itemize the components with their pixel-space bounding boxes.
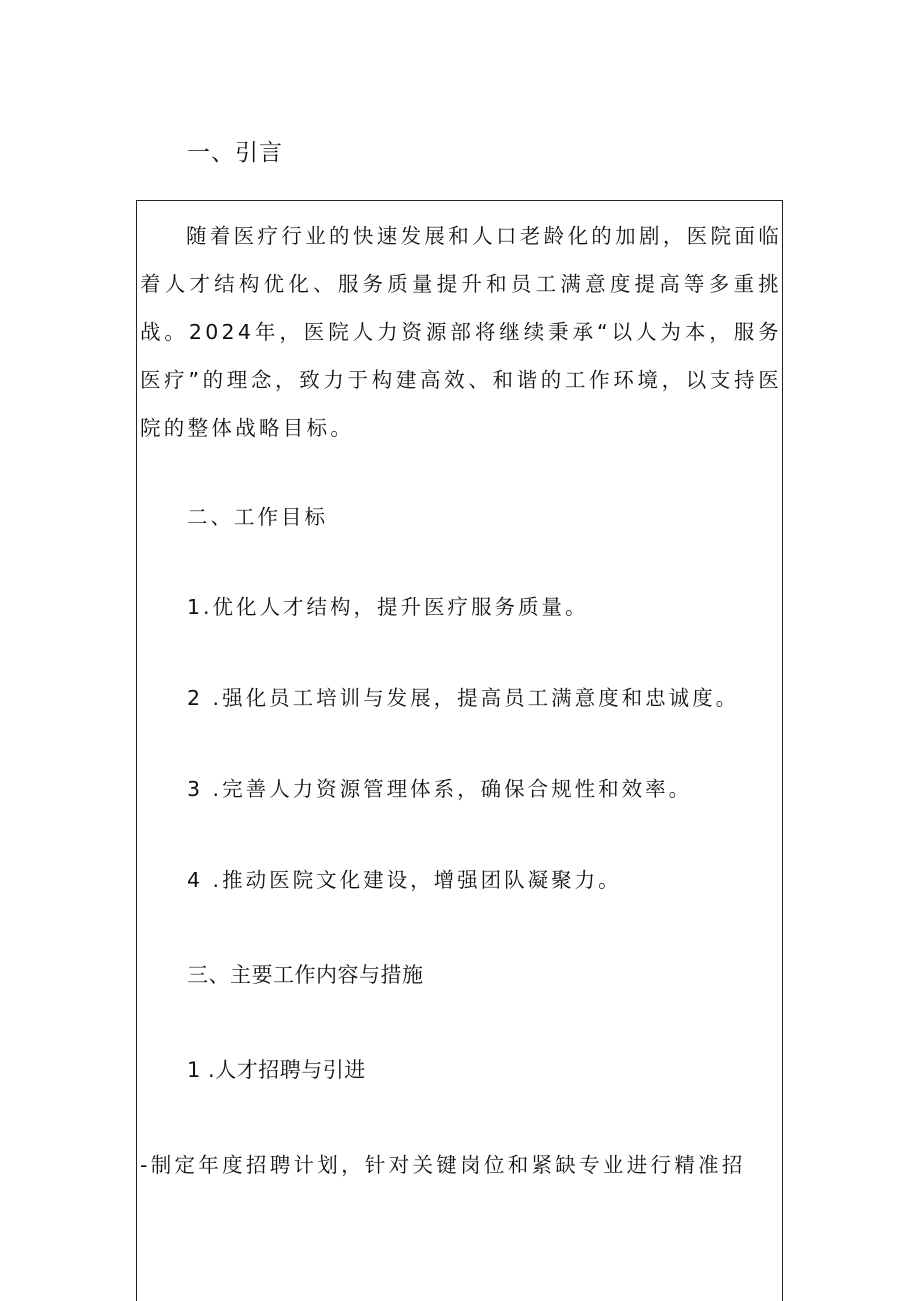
subheading-recruitment: 1 .人才招聘与引进 [187,1058,366,1082]
goal-item-4: 4 .推动医院文化建设，增强团队凝聚力。 [187,868,622,892]
section-heading-introduction: 一、引言 [187,140,283,166]
section-heading-main-work: 三、主要工作内容与措施 [187,963,424,987]
recruitment-item-1: -制定年度招聘计划，针对关键岗位和紧缺专业进行精准招 [140,1153,746,1177]
introduction-paragraph: 随着医疗行业的快速发展和人口老龄化的加剧，医院面临着人才结构优化、服务质量提升和员工满意度提高等多重挑战。2024年，医院人力资源部将继续秉承“以人为本，服务医疗”的理念，致力于构建高效、和谐的工作环境，以支持医院的整体战略目标。 [140,224,782,440]
goal-item-3: 3 .完善人力资源管理体系，确保合规性和效率。 [187,777,693,801]
section-heading-goals: 二、工作目标 [187,505,328,529]
goal-item-2: 2 .强化员工培训与发展，提高员工满意度和忠诚度。 [187,686,740,710]
goal-item-1: 1.优化人才结构，提升医疗服务质量。 [187,595,589,619]
